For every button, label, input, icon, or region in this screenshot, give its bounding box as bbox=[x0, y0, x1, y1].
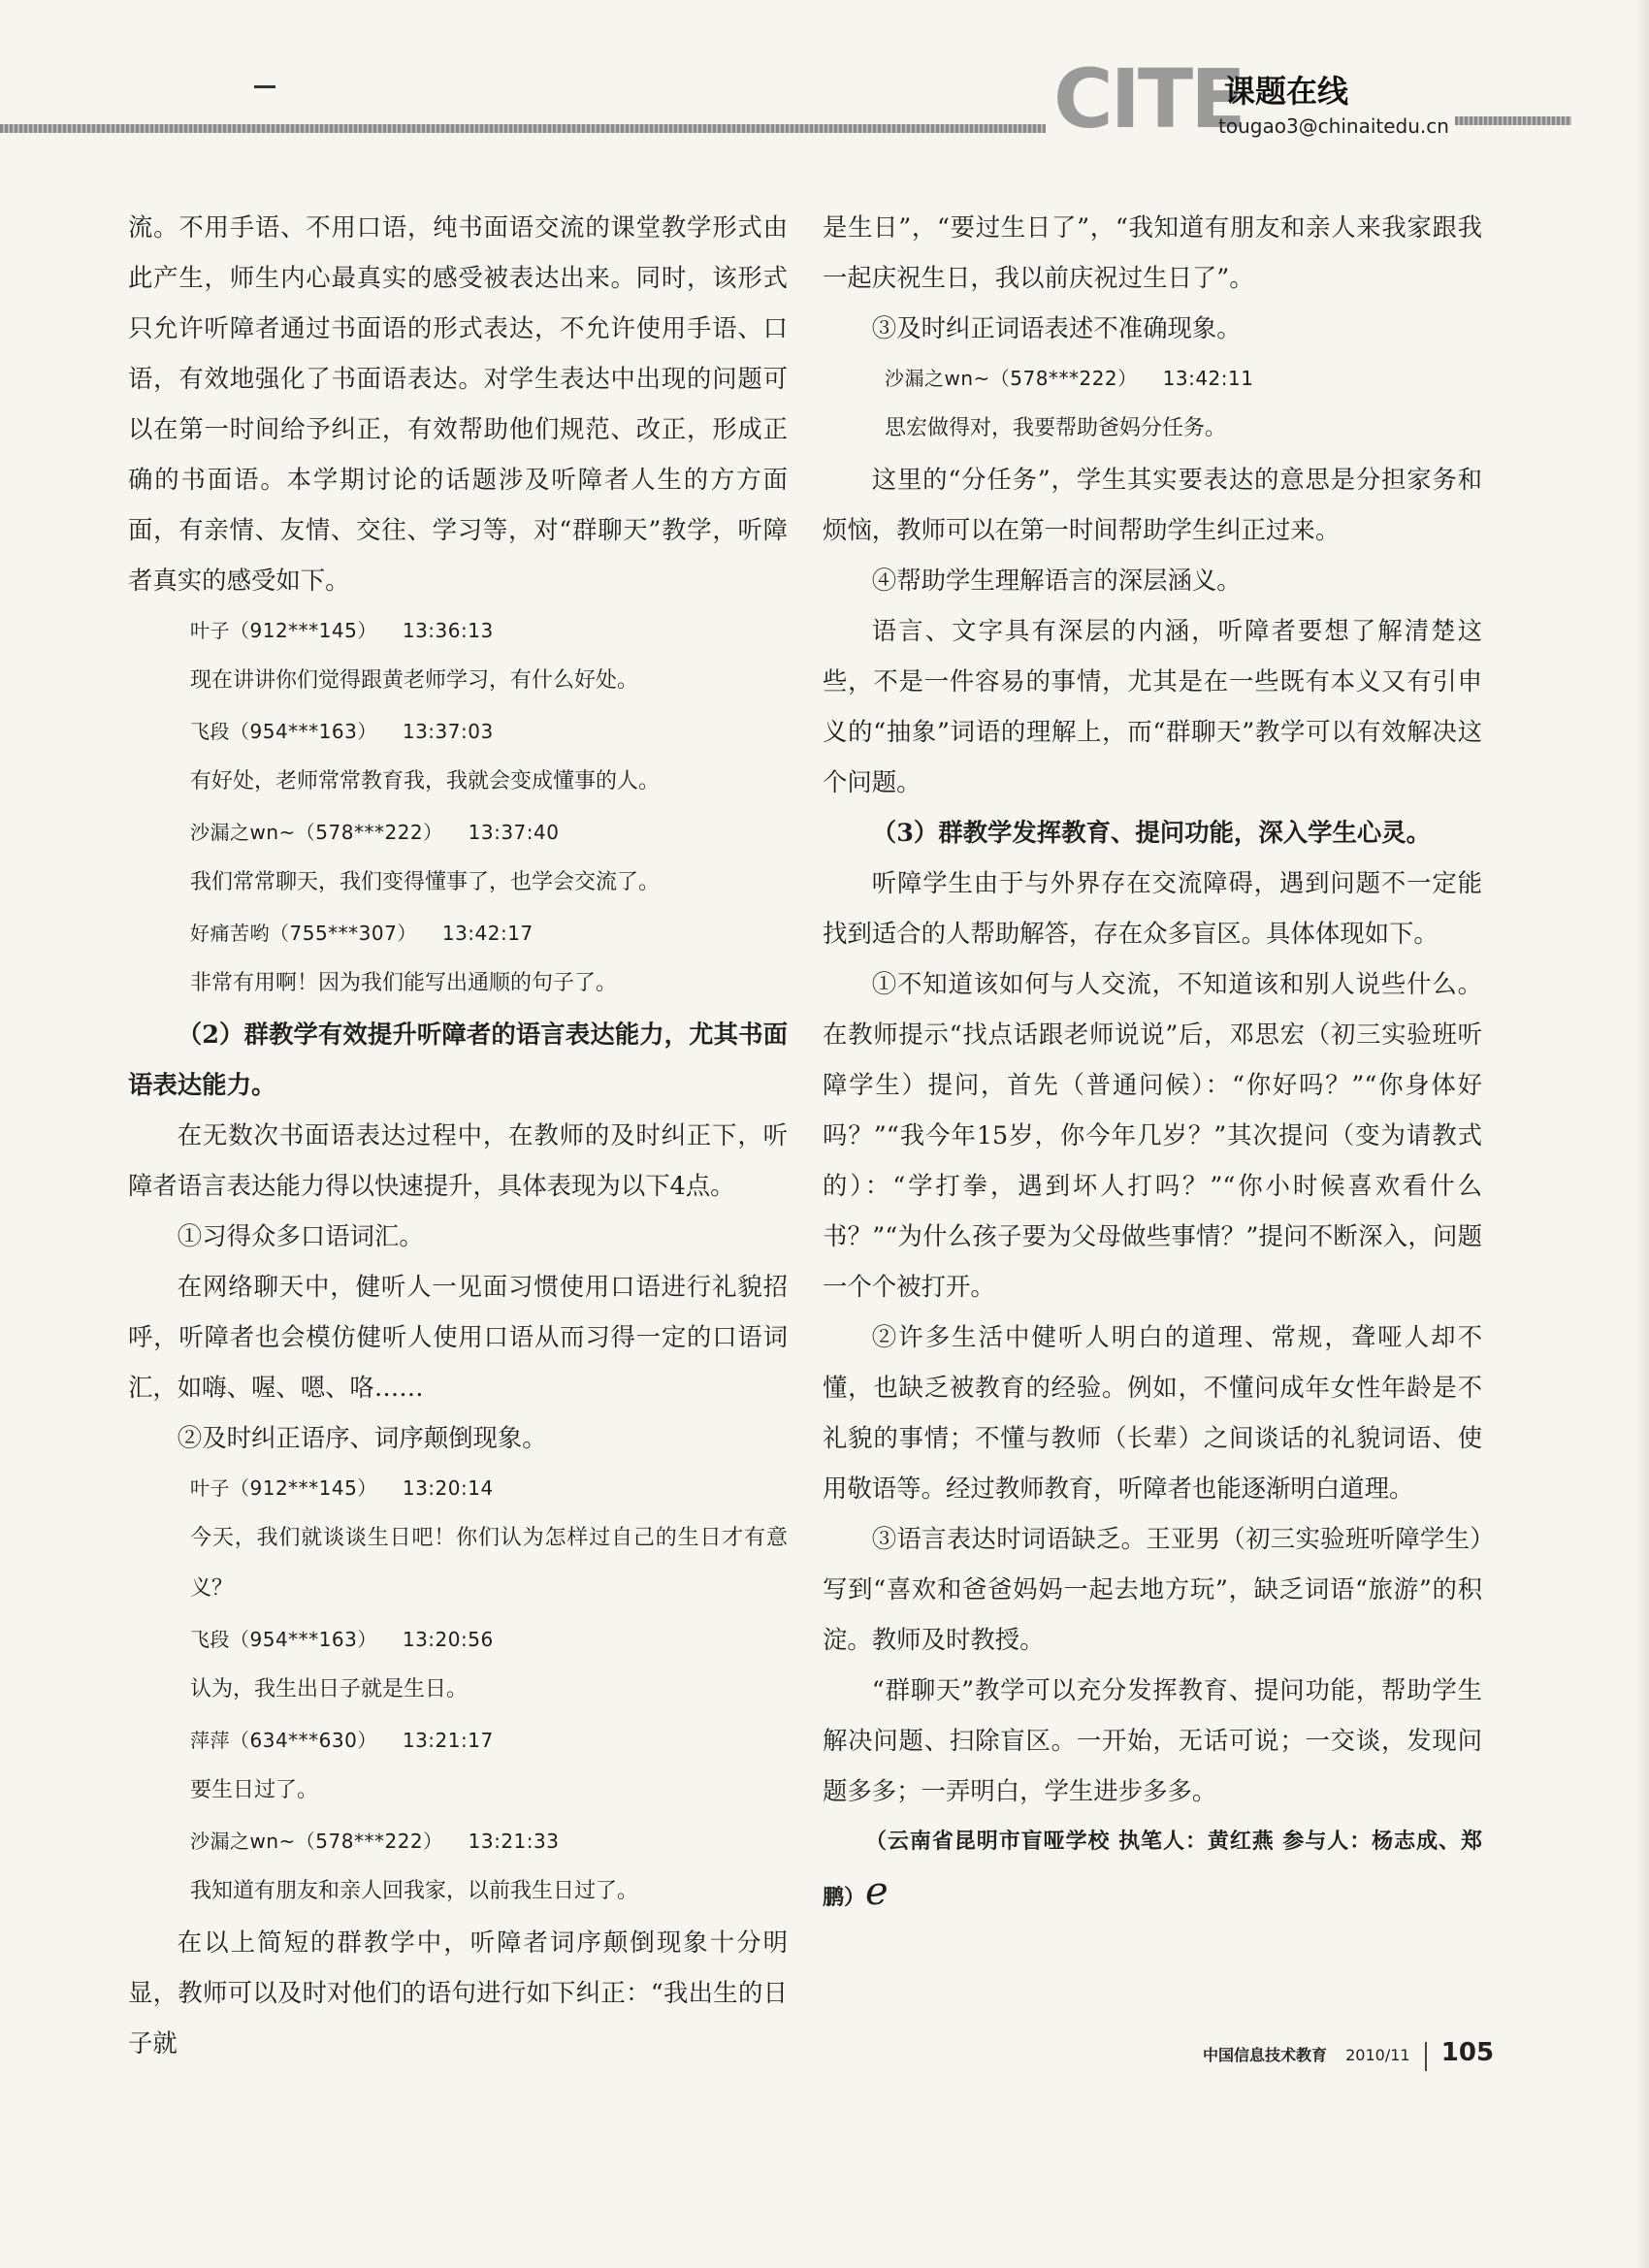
chat-header bbox=[128, 807, 788, 858]
chat-header bbox=[128, 1816, 788, 1866]
scan-edge-shadow bbox=[1635, 0, 1649, 2268]
chat-message: 认为，我生出日子就是生日。 bbox=[190, 1677, 469, 1701]
paragraph: “群聊天”教学可以充分发挥教育、提问功能，帮助学生解决问题、扫除盲区。一开始，无话可说；一交谈，发现问题多多；一弄明白，学生进步多多。 bbox=[823, 1675, 1482, 1805]
list-item: ④帮助学生理解语言的深层涵义。 bbox=[871, 566, 1242, 595]
issue-date: 2010/11 bbox=[1345, 2046, 1410, 2064]
contact-email: tougao3@chinaitedu.cn bbox=[1218, 114, 1449, 138]
paragraph: 这里的“分任务”，学生其实要表达的意思是分担家务和烦恼，教师可以在第一时间帮助学生纠正过来。 bbox=[823, 465, 1482, 544]
paragraph: ②许多生活中健听人明白的道理、常规，聋哑人却不懂，也缺乏被教育的经验。例如，不懂问成年女性年龄是不礼貌的事情；不懂与教师（长辈）之间谈话的礼貌词语、使用敬语等。经过教师教育，听障者也能逐渐明白道理。 bbox=[823, 1322, 1482, 1503]
right-column bbox=[823, 202, 1482, 1923]
list-item: ②及时纠正语序、词序颠倒现象。 bbox=[177, 1423, 547, 1452]
paragraph: 流。不用手语、不用口语，纯书面语交流的课堂教学形式由此产生，师生内心最真实的感受被表达出来。同时，该形式只允许听障者通过书面语的形式表达，不允许使用手语、口语，有效地强化了书面语表达。对学生表达中出现的问题可以在第一时间给予纠正，有效帮助他们规范、改正，形成正确的书面语。本学期讨论的话题涉及听障者人生的方方面面，有亲情、友情、交往、学习等，对“群聊天”教学，听障者真实的感受如下。 bbox=[128, 212, 788, 595]
section-title: 课题在线 bbox=[1224, 73, 1349, 110]
list-item: ③及时纠正词语表述不准确现象。 bbox=[871, 313, 1242, 342]
header-rule-right bbox=[1455, 116, 1571, 125]
chat-header bbox=[128, 1463, 788, 1513]
chat-time: 13:21:33 bbox=[468, 1830, 560, 1853]
chat-message: 要生日过了。 bbox=[190, 1778, 319, 1802]
chat-user: 飞段（954***163） bbox=[190, 1628, 377, 1651]
credit-text: （云南省昆明市盲哑学校 执笔人：黄红燕 参与人：杨志成、郑鹏） bbox=[823, 1829, 1482, 1910]
paragraph: 听障学生由于与外界存在交流障碍，遇到问题不一定能找到适合的人帮助解答，存在众多盲区。具体体现如下。 bbox=[823, 868, 1482, 948]
chat-time: 13:21:17 bbox=[402, 1729, 494, 1752]
subheading: （2）群教学有效提升听障者的语言表达能力，尤其书面语表达能力。 bbox=[128, 1020, 788, 1099]
paragraph: 在无数次书面语表达过程中，在教师的及时纠正下，听障者语言表达能力得以快速提升，具体表现为以下4点。 bbox=[128, 1120, 788, 1200]
chat-header bbox=[823, 353, 1482, 404]
chat-user: 飞段（954***163） bbox=[190, 720, 377, 743]
chat-time: 13:20:14 bbox=[402, 1476, 494, 1500]
chat-message: 思宏做得对，我要帮助爸妈分任务。 bbox=[885, 416, 1227, 440]
chat-message: 我们常常聊天，我们变得懂事了，也学会交流了。 bbox=[190, 870, 661, 894]
chat-header bbox=[128, 1715, 788, 1766]
chat-message: 有好处，老师常常教育我，我就会变成懂事的人。 bbox=[190, 769, 661, 794]
page-footer bbox=[1203, 2033, 1494, 2072]
magazine-name: 中国信息技术教育 bbox=[1203, 2046, 1328, 2064]
chat-time: 13:42:17 bbox=[441, 922, 534, 945]
chat-header bbox=[128, 908, 788, 958]
chat-time: 13:20:56 bbox=[402, 1628, 494, 1651]
chat-user: 沙漏之wn~（578***222） bbox=[885, 367, 1138, 390]
chat-time: 13:42:11 bbox=[1162, 367, 1254, 390]
chat-user: 沙漏之wn~（578***222） bbox=[190, 1830, 443, 1853]
list-item: ①习得众多口语词汇。 bbox=[177, 1221, 424, 1250]
chat-time: 13:36:13 bbox=[402, 619, 494, 642]
footer-divider bbox=[1425, 2042, 1427, 2071]
author-credit bbox=[823, 1816, 1482, 1923]
chat-header bbox=[128, 605, 788, 656]
end-mark-icon: e bbox=[865, 1869, 889, 1914]
chat-user: 萍萍（634***630） bbox=[190, 1729, 377, 1752]
chat-user: 沙漏之wn~（578***222） bbox=[190, 821, 443, 844]
header-rule bbox=[0, 124, 1046, 133]
chat-message: 我知道有朋友和亲人回我家，以前我生日过了。 bbox=[190, 1879, 639, 1903]
chat-message: 非常有用啊！因为我们能写出通顺的句子了。 bbox=[190, 971, 618, 995]
top-dash-mark bbox=[254, 85, 275, 88]
chat-user: 叶子（912***145） bbox=[190, 619, 377, 642]
paragraph: 在网络聊天中，健听人一见面习惯使用口语进行礼貌招呼，听障者也会模仿健听人使用口语从而习得一定的口语词汇，如嗨、喔、嗯、咯…… bbox=[128, 1272, 788, 1402]
paragraph: 语言、文字具有深层的内涵，听障者要想了解清楚这些，不是一件容易的事情，尤其是在一些既有本义又有引申义的“抽象”词语的理解上，而“群聊天”教学可以有效解决这个问题。 bbox=[823, 616, 1482, 796]
subheading: （3）群教学发挥教育、提问功能，深入学生心灵。 bbox=[871, 818, 1432, 847]
paragraph: 是生日”，“要过生日了”，“我知道有朋友和亲人来我家跟我一起庆祝生日，我以前庆祝过生日了”。 bbox=[823, 212, 1482, 292]
chat-message: 现在讲讲你们觉得跟黄老师学习，有什么好处。 bbox=[190, 668, 639, 693]
chat-time: 13:37:40 bbox=[468, 821, 560, 844]
chat-header bbox=[128, 1614, 788, 1665]
paragraph: ③语言表达时词语缺乏。王亚男（初三实验班听障学生）写到“喜欢和爸爸妈妈一起去地方玩”，缺乏词语“旅游”的积淀。教师及时教授。 bbox=[823, 1524, 1483, 1654]
page-number: 105 bbox=[1440, 2038, 1495, 2067]
chat-header bbox=[128, 706, 788, 757]
left-column bbox=[128, 202, 788, 2068]
chat-time: 13:37:03 bbox=[402, 720, 494, 743]
chat-message: 今天，我们就谈谈生日吧！你们认为怎样过自己的生日才有意义？ bbox=[190, 1526, 788, 1601]
chat-user: 好痛苦哟（755***307） bbox=[190, 922, 417, 945]
paragraph: 在以上简短的群教学中，听障者词序颠倒现象十分明显，教师可以及时对他们的语句进行如下纠正：“我出生的日子就 bbox=[128, 1928, 788, 2057]
paragraph: ①不知道该如何与人交流，不知道该和别人说些什么。在教师提示“找点话跟老师说说”后，邓思宏（初三实验班听障学生）提问，首先（普通问候）：“你好吗？”“你身体好吗？”“我今年15岁，你今年几岁？”其次提问（变为请教式的）：“学打拳，遇到坏人打吗？”“你小时候喜欢看什么书？”“为什么孩子要为父母做些事情？”提问不断深入，问题一个个被打开。 bbox=[823, 969, 1482, 1301]
cite-logo: CITE bbox=[1053, 51, 1244, 146]
chat-user: 叶子（912***145） bbox=[190, 1476, 377, 1500]
